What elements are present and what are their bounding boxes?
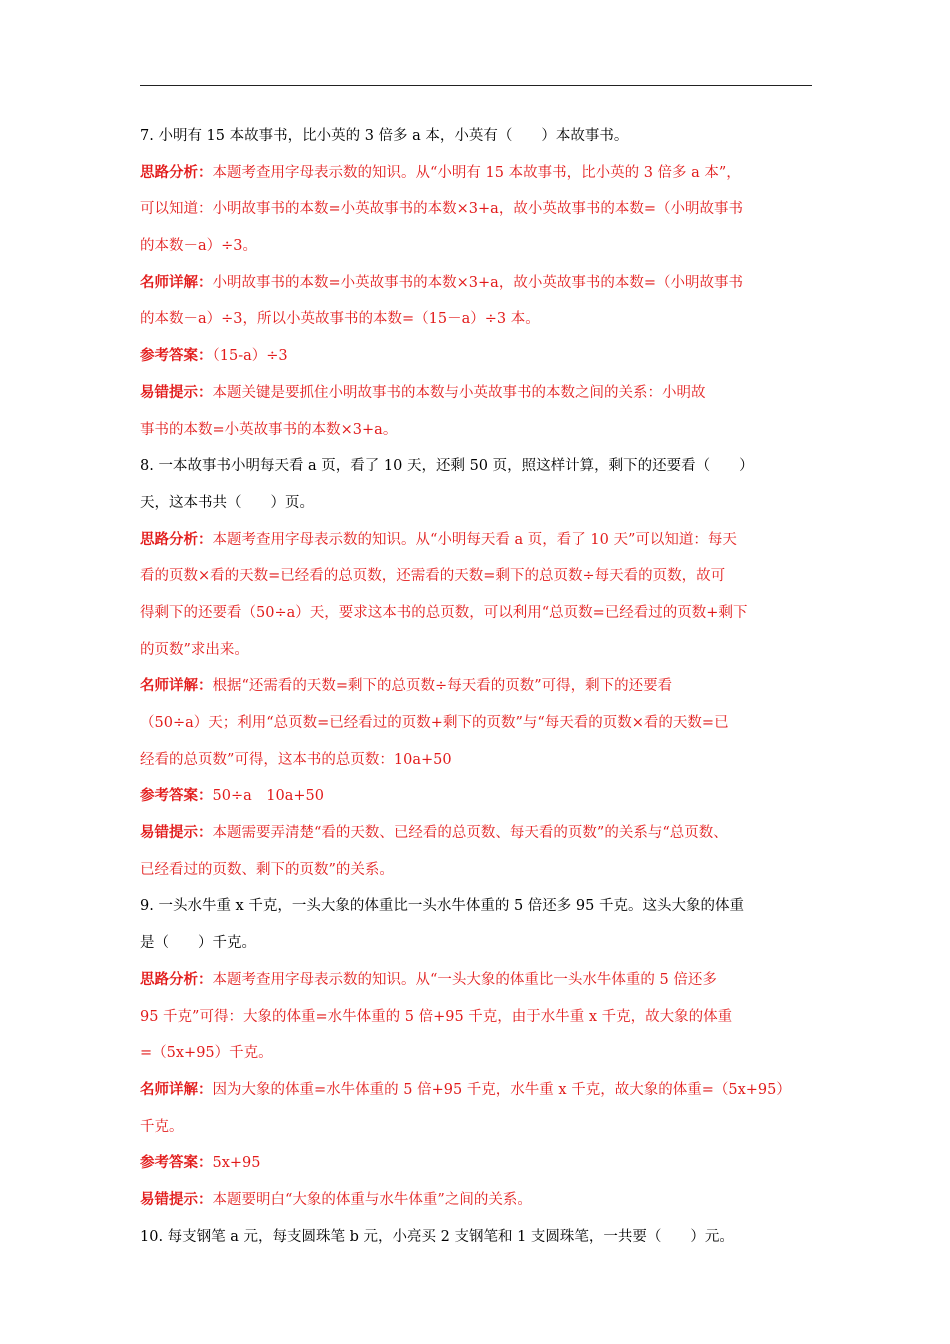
analysis-label: 思路分析： [140,163,213,181]
tip-label: 易错提示： [140,1190,213,1208]
analysis-line [140,558,820,595]
problem-block [140,888,820,1218]
detail-line [140,1072,820,1109]
detail-label: 名师详解： [140,677,213,695]
answer-text: （15-a）÷3 [212,348,288,365]
analysis-line [140,155,820,192]
question-text: 10. 每支钢笔 a 元，每支圆珠笔 b 元，小亮买 2 支钢笔和 1 支圆珠笔，一共要（ ）元。 [140,1228,734,1245]
problem-block [140,1219,820,1256]
detail-text: （50÷a）天；利用“总页数=已经看过的页数+剩下的页数”与“每天看的页数×看的天数=已 [140,715,729,731]
analysis-text: 本题考查用字母表示数的知识。从“小明有 15 本故事书，比小英的 3 倍多 a 本”， [212,164,741,181]
detail-text: 根据“还需看的天数=剩下的总页数÷每天看的页数”可得，剩下的还要看 [212,678,673,695]
question-text: 是（ ）千克。 [140,935,256,952]
tip-line [140,1182,820,1219]
analysis-line [140,1035,820,1072]
tip-line [140,815,820,852]
question-text: 9. 一头水牛重 x 千克，一头大象的体重比一头水牛体重的 5 倍还多 95 千克。这头大象的体重 [140,898,744,915]
detail-text: 千克。 [140,1118,184,1135]
detail-line [140,668,820,705]
analysis-line [140,191,820,228]
detail-label: 名师详解： [140,273,213,291]
question-text: 7. 小明有 15 本故事书，比小英的 3 倍多 a 本，小英有（ ）本故事书。 [140,128,629,144]
analysis-line [140,632,820,669]
analysis-line [140,962,820,999]
question-text: 8. 一本故事书小明每天看 a 页，看了 10 天，还剩 50 页，照这样计算，剩下的还要看（ ） [140,458,754,475]
detail-text: 因为大象的体重=水牛体重的 5 倍+95 千克，水牛重 x 千克，故大象的体重=（5x+95） [212,1081,791,1098]
tip-label: 易错提示： [140,383,213,401]
answer-line [140,338,820,375]
detail-label: 名师详解： [140,1080,213,1098]
tip-line [140,375,820,412]
analysis-text: 的本数－a）÷3。 [140,238,258,255]
answer-line [140,778,820,815]
tip-text: 已经看过的页数、剩下的页数”的关系。 [140,861,394,878]
analysis-text: 本题考查用字母表示数的知识。从“一头大象的体重比一头水牛体重的 5 倍还多 [212,971,717,988]
detail-line [140,1109,820,1146]
answer-text: 50÷a 10a+50 [212,788,324,805]
answer-label: 参考答案： [140,787,213,805]
analysis-text: 的页数”求出来。 [140,641,249,658]
detail-line [140,265,820,302]
analysis-label: 思路分析： [140,530,213,548]
answer-text: 5x+95 [212,1155,261,1172]
tip-text: 事书的本数=小英故事书的本数×3+a。 [140,421,398,438]
detail-text: 小明故事书的本数=小英故事书的本数×3+a，故小英故事书的本数=（小明故事书 [212,274,743,291]
analysis-label: 思路分析： [140,970,213,988]
tip-line [140,412,820,449]
detail-line [140,742,820,779]
document-body [140,118,820,1255]
header-rule [140,85,812,86]
answer-label: 参考答案： [140,347,213,365]
analysis-text: 得剩下的还要看（50÷a）天，要求这本书的总页数，可以利用“总页数=已经看过的页数+剩下 [140,604,748,621]
problem-block [140,448,820,888]
detail-line [140,705,820,742]
analysis-line [140,522,820,559]
tip-line [140,852,820,889]
question-text: 天，这本书共（ ）页。 [140,494,314,511]
tip-text: 本题关键是要抓住小明故事书的本数与小英故事书的本数之间的关系：小明故 [212,384,706,401]
analysis-text: 可以知道：小明故事书的本数=小英故事书的本数×3+a，故小英故事书的本数=（小明故事书 [140,201,743,218]
analysis-text: 95 千克”可得：大象的体重=水牛体重的 5 倍+95 千克，由于水牛重 x 千克，故大象的体重 [140,1008,733,1025]
analysis-line [140,999,820,1036]
problem-block [140,118,820,448]
answer-label: 参考答案： [140,1154,213,1172]
detail-line [140,301,820,338]
tip-label: 易错提示： [140,824,213,842]
analysis-line [140,595,820,632]
analysis-text: =（5x+95）千克。 [140,1045,273,1062]
tip-text: 本题要明白“大象的体重与水牛体重”之间的关系。 [212,1191,532,1208]
analysis-text: 看的页数×看的天数=已经看的总页数，还需看的天数=剩下的总页数÷每天看的页数，故可 [140,568,726,585]
analysis-text: 本题考查用字母表示数的知识。从“小明每天看 a 页，看了 10 天”可以知道：每天 [212,531,737,548]
tip-text: 本题需要弄清楚“看的天数、已经看的总页数、每天看的页数”的关系与“总页数、 [212,825,728,842]
detail-text: 的本数－a）÷3，所以小英故事书的本数=（15－a）÷3 本。 [140,311,540,328]
answer-line [140,1145,820,1182]
detail-text: 经看的总页数”可得，这本书的总页数：10a+50 [140,751,452,768]
analysis-line [140,228,820,265]
